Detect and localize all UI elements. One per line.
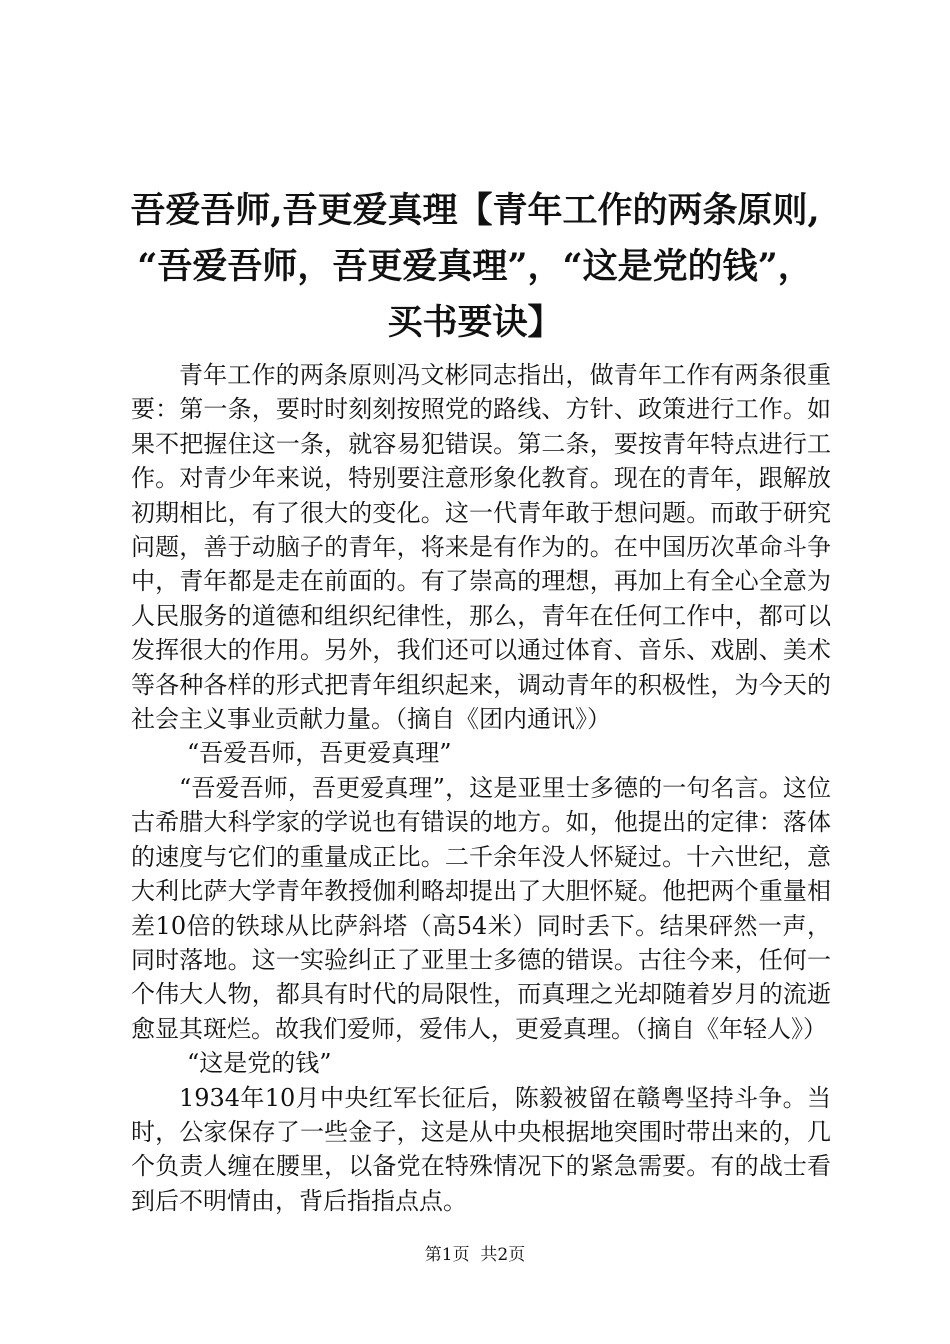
paragraph-chen-yi: 1934年10月中央红军长征后，陈毅被留在赣粤坚持斗争。当时，公家保存了一些金子，这是从中央根据地突围时带出来的，几个负责人缠在腰里，以备党在特殊情况下的紧急需要。有的战士看到后不明情由，背后指指点点。 — [131, 1083, 831, 1215]
document-body — [131, 358, 831, 1218]
page-number: 第1页 共2页 — [424, 1245, 526, 1265]
title-line-1: 吾爱吾师,吾更爱真理【青年工作的两条原则, — [130, 190, 820, 231]
paragraph-youth-work-principles: 青年工作的两条原则冯文彬同志指出，做青年工作有两条很重要：第一条，要时时刻刻按照党的路线、方针、政策进行工作。如果不把握住这一条，就容易犯错误。第二条，要按青年特点进行工作。对青少年来说，特别要注意形象化教育。现在的青年，跟解放初期相比，有了很大的变化。这一代青年敢于想问题。而敢于研究问题，善于动脑子的青年，将来是有作为的。在中国历次革命斗争中，青年都是走在前面的。有了崇高的理想，再加上有全心全意为人民服务的道德和组织纪律性，那么，青年在任何工作中，都可以发挥很大的作用。另外，我们还可以通过体育、音乐、戏剧、美术等各种各样的形式把青年组织起来，调动青年的积极性，为今天的社会主义事业贡献力量。（摘自《团内通讯》） — [131, 361, 831, 734]
page-footer — [0, 1244, 950, 1266]
section-heading-party-money: “这是党的钱” — [187, 1049, 332, 1078]
title-line-2: “吾爱吾师，吾更爱真理”，“这是党的钱”， — [137, 246, 813, 287]
section-heading-truth: “吾爱吾师，吾更爱真理” — [187, 739, 452, 768]
document-title — [100, 183, 850, 351]
title-line-3: 买书要诀】 — [387, 302, 563, 343]
paragraph-aristotle: “吾爱吾师，吾更爱真理”，这是亚里士多德的一句名言。这位古希腊大科学家的学说也有错误的地方。如，他提出的定律：落体的速度与它们的重量成正比。二千余年没人怀疑过。十六世纪，意大利比萨大学青年教授伽利略却提出了大胆怀疑。他把两个重量相差10倍的铁球从比萨斜塔（高54米）同时丢下。结果砰然一声，同时落地。这一实验纠正了亚里士多德的错误。古往今来，任何一个伟大人物，都具有时代的局限性，而真理之光却随着岁月的流逝愈显其斑烂。故我们爱师，爱伟人，更爱真理。（摘自《年轻人》） — [131, 773, 831, 1043]
